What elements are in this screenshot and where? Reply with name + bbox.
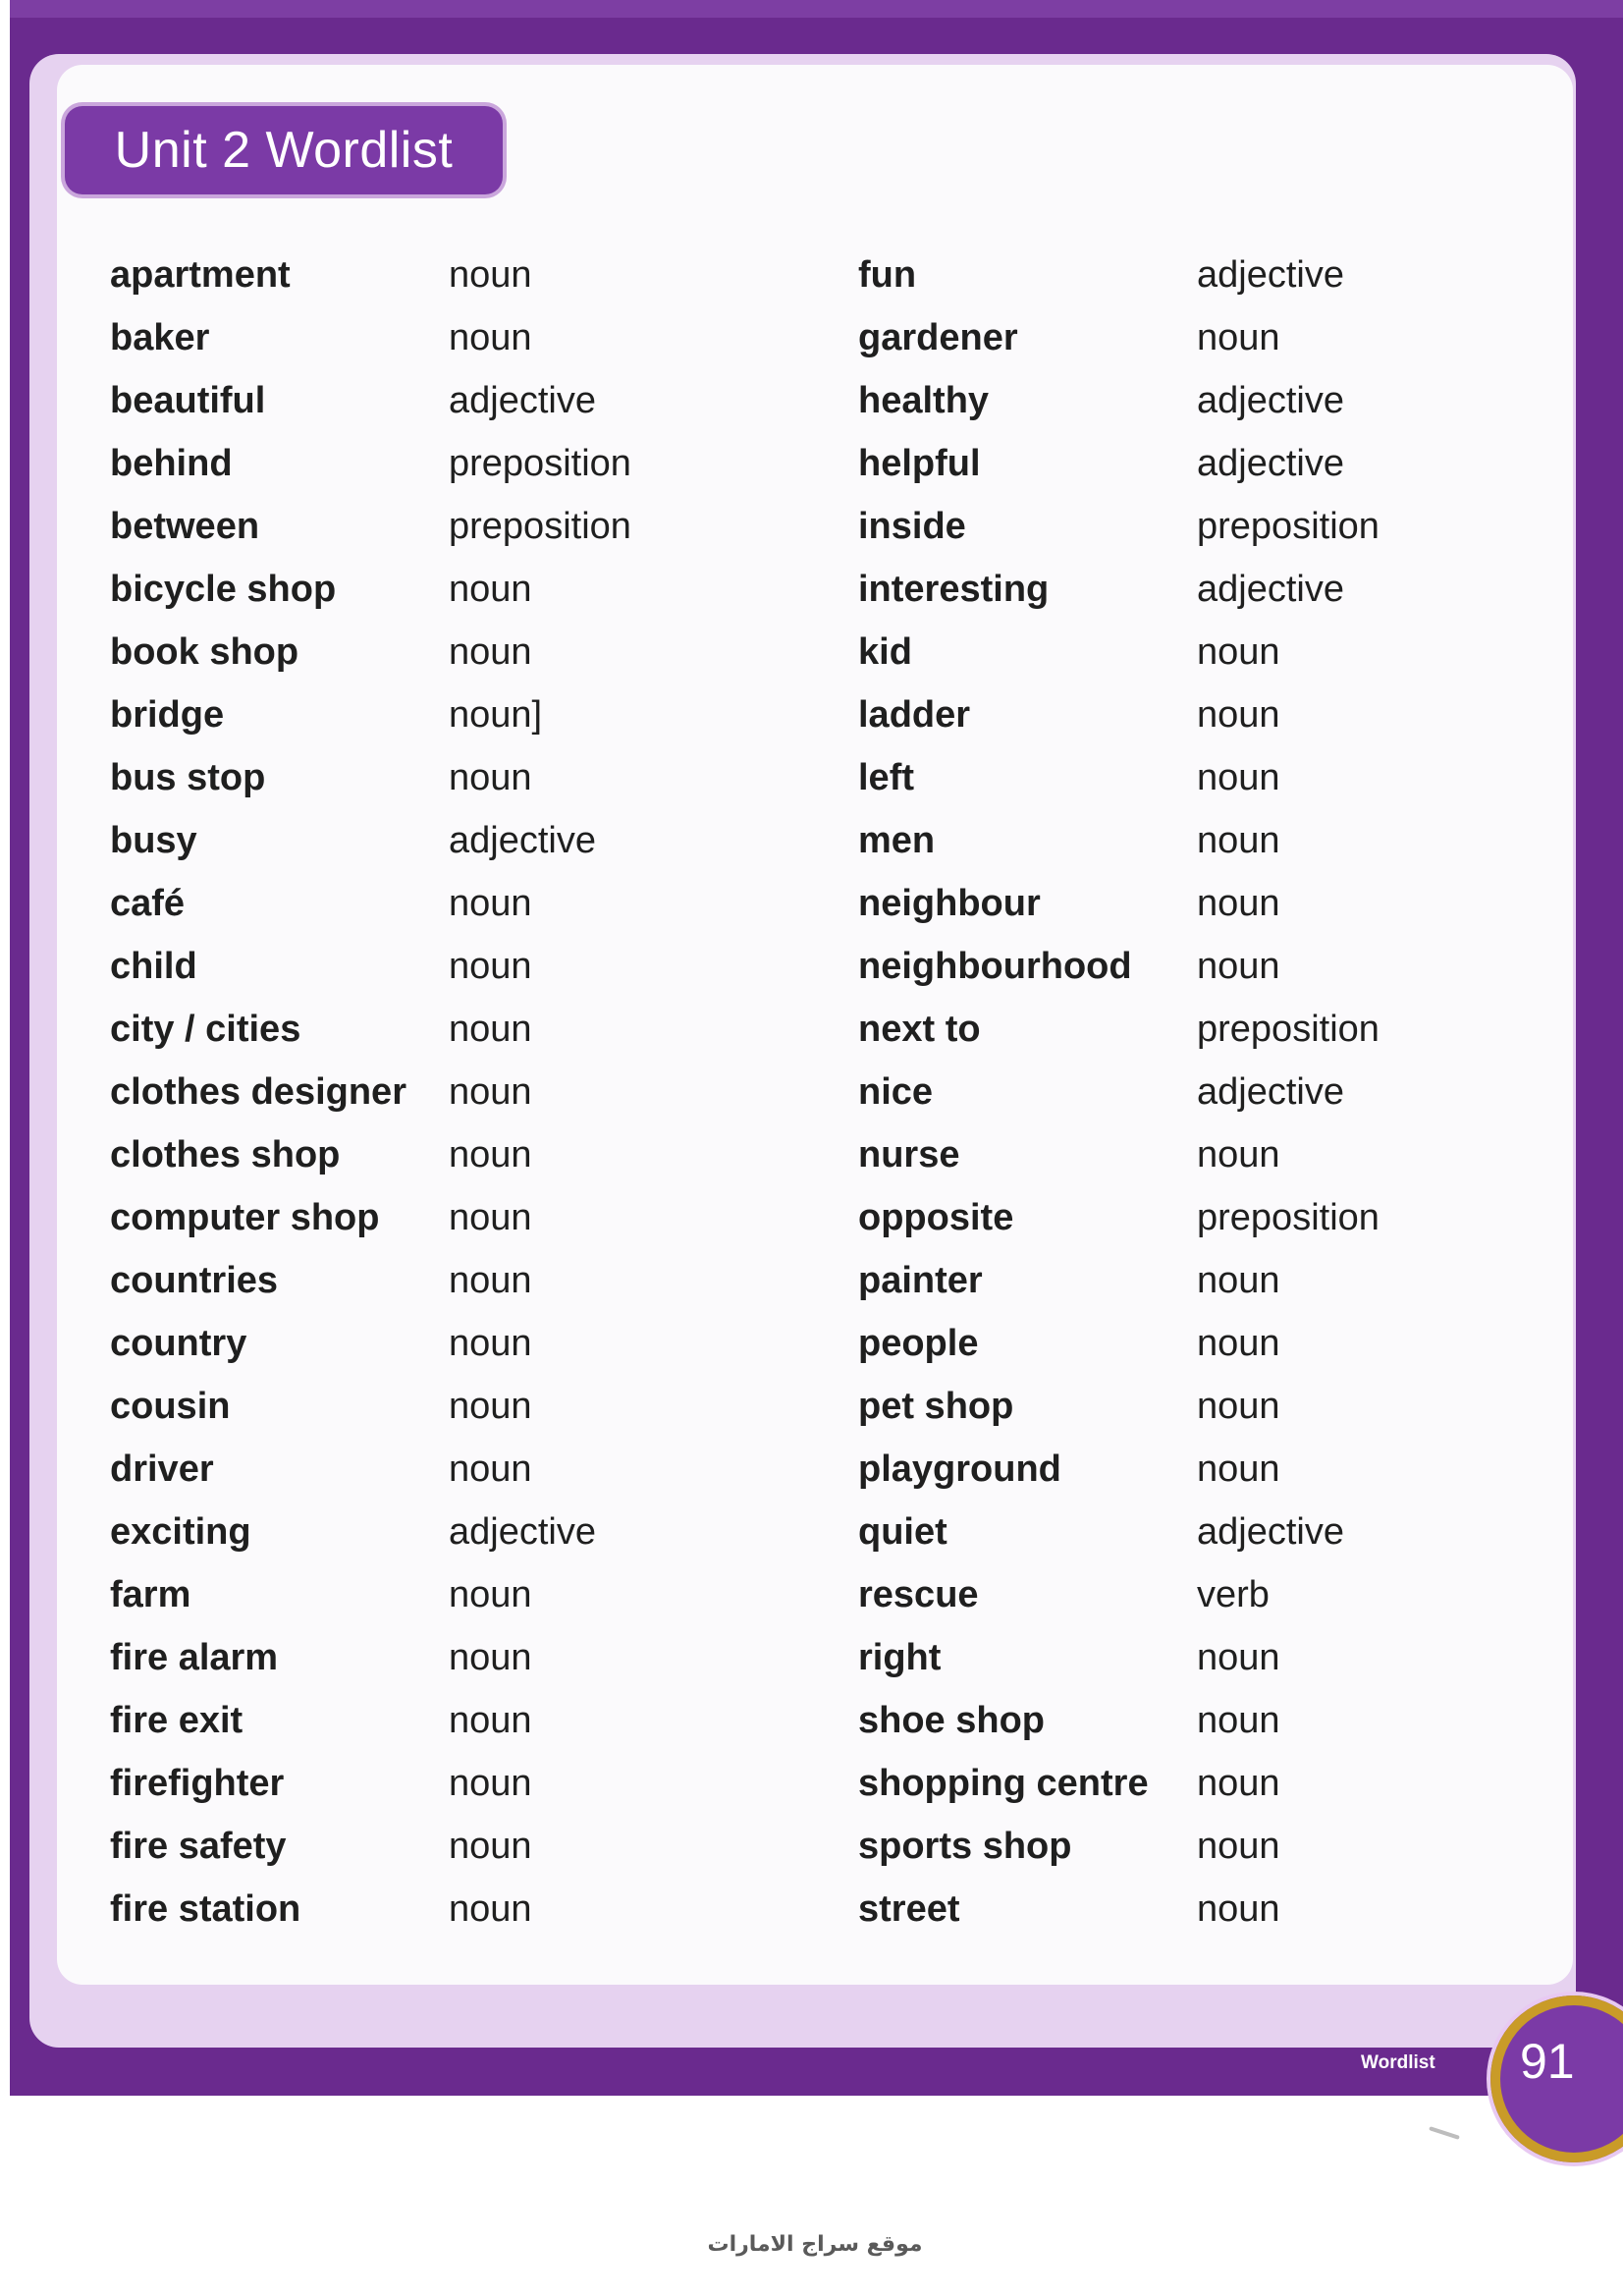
part-of-speech: noun (449, 1134, 532, 1175)
vocab-word: shoe shop (858, 1700, 1046, 1741)
part-of-speech: noun (1197, 631, 1280, 673)
vocab-word: healthy (858, 380, 990, 421)
vocab-word: child (110, 946, 197, 987)
vocab-word: bridge (110, 694, 225, 736)
site-watermark-text: موقع سراج الامارات (707, 2232, 923, 2257)
part-of-speech: adjective (1197, 380, 1344, 421)
part-of-speech: verb (1197, 1574, 1270, 1615)
vocab-word: city / cities (110, 1009, 301, 1050)
vocab-word: farm (110, 1574, 191, 1615)
vocab-word: interesting (858, 569, 1050, 610)
part-of-speech: noun (449, 631, 532, 673)
vocab-word: quiet (858, 1511, 947, 1553)
page-number: 91 (1520, 2034, 1575, 2089)
vocab-word: fire alarm (110, 1637, 279, 1678)
part-of-speech: adjective (1197, 569, 1344, 610)
part-of-speech: adjective (1197, 443, 1344, 484)
vocab-word: between (110, 506, 260, 547)
part-of-speech: noun (1197, 820, 1280, 861)
vocab-word: street (858, 1888, 960, 1930)
vocab-word: inside (858, 506, 966, 547)
part-of-speech: noun (1197, 1260, 1280, 1301)
vocab-word: gardener (858, 317, 1018, 358)
part-of-speech: noun (449, 1763, 532, 1804)
part-of-speech: noun (449, 1574, 532, 1615)
part-of-speech: noun (449, 1700, 532, 1741)
part-of-speech: adjective (1197, 254, 1344, 296)
vocab-word: clothes shop (110, 1134, 341, 1175)
part-of-speech: noun] (449, 694, 543, 736)
part-of-speech: preposition (449, 506, 631, 547)
vocab-word: painter (858, 1260, 983, 1301)
vocab-word: bus stop (110, 757, 266, 798)
vocab-word: sports shop (858, 1826, 1072, 1867)
vocab-word: nice (858, 1071, 934, 1113)
vocab-word: neighbour (858, 883, 1041, 924)
part-of-speech: noun (1197, 946, 1280, 987)
vocab-word: pet shop (858, 1386, 1014, 1427)
part-of-speech: noun (449, 1009, 532, 1050)
vocab-word: book shop (110, 631, 299, 673)
vocab-word: shopping centre (858, 1763, 1149, 1804)
part-of-speech: noun (449, 1449, 532, 1490)
vocab-word: people (858, 1323, 979, 1364)
part-of-speech: preposition (1197, 1009, 1380, 1050)
part-of-speech: noun (1197, 1763, 1280, 1804)
vocab-word: right (858, 1637, 942, 1678)
part-of-speech: noun (449, 946, 532, 987)
vocab-word: café (110, 883, 186, 924)
scan-mark (1429, 2126, 1460, 2140)
vocab-word: computer shop (110, 1197, 380, 1238)
vocab-word: countries (110, 1260, 279, 1301)
part-of-speech: noun (1197, 883, 1280, 924)
vocab-word: baker (110, 317, 210, 358)
part-of-speech: adjective (1197, 1511, 1344, 1553)
vocab-word: behind (110, 443, 233, 484)
part-of-speech: noun (1197, 1386, 1280, 1427)
vocab-word: nurse (858, 1134, 960, 1175)
vocab-word: playground (858, 1449, 1061, 1490)
part-of-speech: noun (449, 317, 532, 358)
vocab-word: rescue (858, 1574, 979, 1615)
vocab-word: apartment (110, 254, 291, 296)
vocab-word: beautiful (110, 380, 266, 421)
vocab-word: opposite (858, 1197, 1014, 1238)
vocab-word: fire station (110, 1888, 301, 1930)
title-badge (65, 106, 503, 194)
part-of-speech: noun (1197, 1888, 1280, 1930)
part-of-speech: adjective (1197, 1071, 1344, 1113)
vocab-word: fun (858, 254, 917, 296)
part-of-speech: noun (449, 1888, 532, 1930)
footer-section-label: Wordlist (1361, 2052, 1435, 2073)
vocab-word: exciting (110, 1511, 251, 1553)
part-of-speech: noun (449, 1826, 532, 1867)
part-of-speech: noun (449, 254, 532, 296)
vocab-word: left (858, 757, 914, 798)
vocab-word: ladder (858, 694, 971, 736)
part-of-speech: noun (449, 569, 532, 610)
frame-top-strip (10, 0, 1623, 18)
part-of-speech: noun (1197, 694, 1280, 736)
vocab-word: fire exit (110, 1700, 243, 1741)
part-of-speech: preposition (1197, 1197, 1380, 1238)
vocab-word: men (858, 820, 936, 861)
part-of-speech: noun (449, 883, 532, 924)
vocab-word: helpful (858, 443, 981, 484)
vocab-word: neighbourhood (858, 946, 1132, 987)
vocab-word: driver (110, 1449, 214, 1490)
part-of-speech: adjective (449, 820, 596, 861)
vocab-word: fire safety (110, 1826, 287, 1867)
left-word-list (110, 244, 704, 1941)
vocab-word: cousin (110, 1386, 231, 1427)
part-of-speech: noun (1197, 757, 1280, 798)
part-of-speech: noun (449, 1323, 532, 1364)
part-of-speech: noun (1197, 1826, 1280, 1867)
part-of-speech: preposition (449, 443, 631, 484)
part-of-speech: noun (449, 1197, 532, 1238)
vocab-word: country (110, 1323, 247, 1364)
vocab-word: kid (858, 631, 912, 673)
part-of-speech: noun (1197, 1134, 1280, 1175)
part-of-speech: adjective (449, 1511, 596, 1553)
vocab-word: next to (858, 1009, 981, 1050)
part-of-speech: noun (1197, 1637, 1280, 1678)
part-of-speech: noun (449, 1260, 532, 1301)
part-of-speech: noun (449, 757, 532, 798)
vocab-word: clothes designer (110, 1071, 406, 1113)
part-of-speech: noun (1197, 1323, 1280, 1364)
right-word-list (858, 244, 1452, 1941)
part-of-speech: noun (449, 1386, 532, 1427)
part-of-speech: noun (449, 1071, 532, 1113)
page-title: Unit 2 Wordlist (114, 122, 454, 179)
part-of-speech: adjective (449, 380, 596, 421)
part-of-speech: noun (1197, 1700, 1280, 1741)
part-of-speech: noun (1197, 317, 1280, 358)
vocab-word: bicycle shop (110, 569, 337, 610)
part-of-speech: noun (1197, 1449, 1280, 1490)
vocab-word: busy (110, 820, 197, 861)
part-of-speech: noun (449, 1637, 532, 1678)
part-of-speech: preposition (1197, 506, 1380, 547)
vocab-word: firefighter (110, 1763, 285, 1804)
